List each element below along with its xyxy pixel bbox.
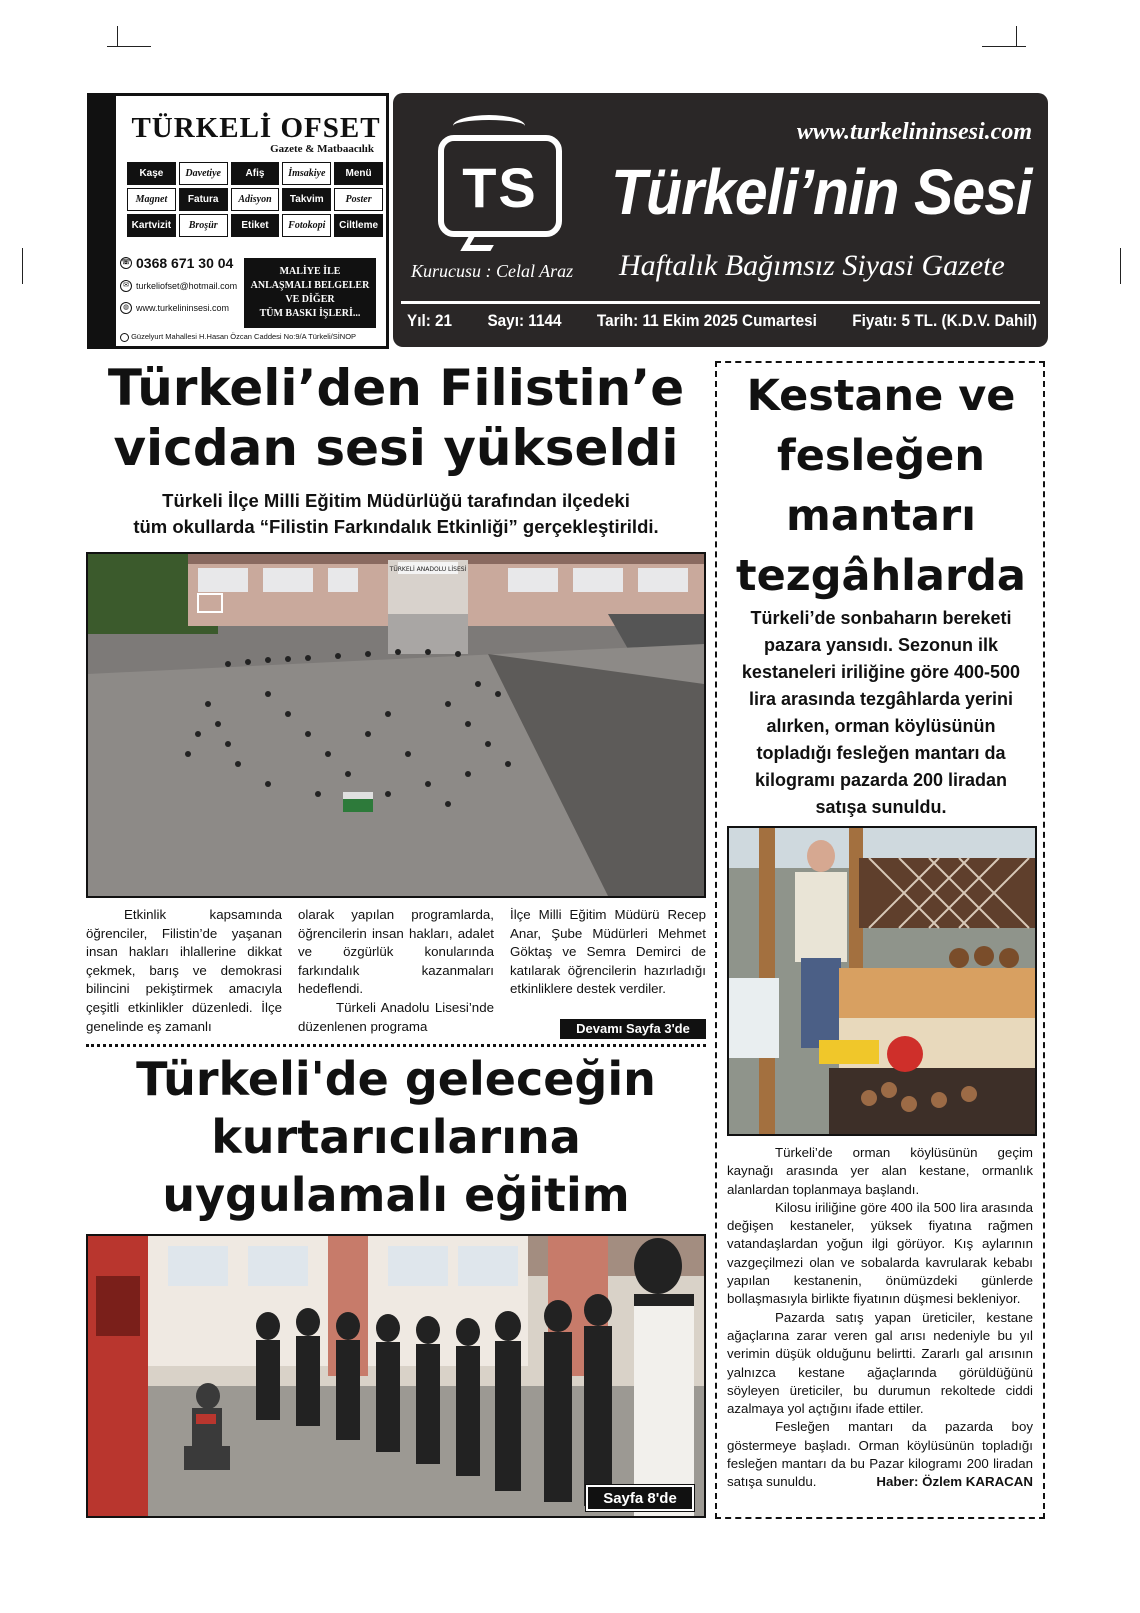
crop-mark bbox=[22, 248, 23, 284]
ad-service-item: Poster bbox=[334, 188, 383, 211]
ad-service-item: Kartvizit bbox=[127, 214, 176, 237]
article-paragraph: olarak yapılan programlarda, öğrencilerin insan hakları, adalet ve özgürlük konularında farkındalık kazanmaları hedeflendi. bbox=[298, 907, 494, 997]
market-stall-illustration bbox=[729, 828, 1035, 1134]
main-headline-line: vicdan sesi yükseldi bbox=[113, 419, 679, 477]
article-paragraph: İlçe Milli Eğitim Müdürü Recep Anar, Şube Müdürleri Mehmet Göktaş ve Semra Demirci de katılarak öğrencilerin hazırladığı etkinliklere destek verdiler. bbox=[510, 907, 706, 997]
market-stall-photo bbox=[727, 826, 1037, 1136]
issue-price: Fiyatı: 5 TL. (K.D.V. Dahil) bbox=[852, 311, 1037, 330]
masthead-info-bar bbox=[407, 311, 1037, 331]
crop-mark bbox=[982, 46, 1026, 47]
article-paragraph: Türkeli Anadolu Lisesi’nde düzenlenen programa bbox=[298, 999, 494, 1034]
ad-service-item: Adisyon bbox=[231, 188, 280, 211]
ad-address-text: Güzelyurt Mahallesi H.Hasan Özcan Caddesi No:9/A Türkeli/SİNOP bbox=[131, 332, 357, 342]
crop-mark bbox=[1016, 26, 1017, 46]
ad-title: TÜRKELİ OFSET bbox=[131, 112, 381, 144]
ad-service-item: Magnet bbox=[127, 188, 176, 211]
masthead bbox=[393, 93, 1048, 347]
ad-service-item: Davetiye bbox=[179, 162, 228, 185]
continue-page-8[interactable]: Sayfa 8'de bbox=[586, 1485, 694, 1511]
crop-mark bbox=[117, 26, 118, 46]
ad-side-bar bbox=[90, 96, 116, 346]
second-headline-line: kurtarıcılarına bbox=[211, 1110, 581, 1164]
school-yard-illustration bbox=[88, 554, 704, 896]
masthead-tagline: Haftalık Bağımsız Siyasi Gazete bbox=[619, 249, 1005, 282]
right-subheadline: Türkeli’de sonbaharın bereketi pazara yansıdı. Sezonun ilk kestaneleri iriliğine göre 400-500 lira arasında tezgâhlarda yerini alırken, orman köylüsünün topladığı fesleğen mantarı da kilogramı pazarda 200 liradan satışa sunuldu. bbox=[741, 608, 1021, 817]
globe-icon: ◍ bbox=[120, 302, 132, 314]
article-column-1 bbox=[86, 906, 282, 1036]
location-pin-icon bbox=[120, 333, 129, 342]
training-illustration bbox=[88, 1236, 704, 1516]
ad-service-item: Takvim bbox=[282, 188, 331, 211]
ad-web-row bbox=[120, 297, 240, 319]
second-headline-line: Türkeli'de geleceğin bbox=[136, 1052, 656, 1106]
school-yard-photo bbox=[86, 552, 706, 898]
masthead-founder: Kurucusu : Celal Araz bbox=[411, 261, 574, 281]
masthead-divider bbox=[401, 301, 1040, 304]
main-article-columns bbox=[86, 906, 706, 1036]
article-paragraph: Pazarda satış yapan üreticiler, kestane ağaçlarına zarar veren gal arısı nedeniyle bu yıl verimin düşük olduğunu belirtti. Zararlı gal arısının yalnızca kestane ağaçlarında görüldüğünü söyleyen üreticiler, bu durumun rekoltede ciddi azalmaya yol açtığını ifade ettiler. bbox=[727, 1309, 1033, 1417]
second-headline-line: uygulamalı eğitim bbox=[162, 1168, 630, 1222]
ad-promo-line: ANLAŞMALI BELGELER bbox=[250, 280, 370, 291]
training-photo bbox=[86, 1234, 706, 1518]
article-paragraph: Etkinlik kapsamında öğrenciler, Filistin’de yaşanan insan hakları ihlallerine dikkat çekmek, barış ve demokrasi bilincini pekiştirmek amacıyla çeşitli etkinlikler düzenledi. İlçe genelinde eş zamanlı bbox=[86, 907, 282, 1034]
crop-mark bbox=[1120, 248, 1121, 284]
ad-service-item: Fatura bbox=[179, 188, 228, 211]
ad-service-item: Etiket bbox=[231, 214, 280, 237]
ad-service-item: Kaşe bbox=[127, 162, 176, 185]
ad-promo-line: TÜM BASKI İŞLERİ... bbox=[259, 308, 361, 319]
ofset-advertisement bbox=[87, 93, 389, 349]
ad-phone: 0368 671 30 04 bbox=[136, 255, 234, 271]
right-headline bbox=[718, 366, 1044, 606]
article-paragraph: Türkeli’de orman köylüsünün geçim kaynağı arasında yer alan kestane, ormanlık alanlardan toplanmaya başlandı. bbox=[727, 1145, 1033, 1197]
ad-phone-row bbox=[120, 251, 240, 275]
ad-service-item: Menü bbox=[334, 162, 383, 185]
issue-number: Sayı: 1144 bbox=[487, 311, 562, 330]
article-paragraph bbox=[727, 1418, 1033, 1491]
right-headline-line: tezgâhlarda bbox=[736, 551, 1026, 601]
mail-icon: ✉ bbox=[120, 280, 132, 292]
ad-subtitle: Gazete & Matbaacılık bbox=[270, 143, 374, 155]
ad-email: turkeliofset@hotmail.com bbox=[136, 281, 238, 291]
logo-text: TS bbox=[462, 156, 538, 219]
main-subheadline bbox=[86, 488, 706, 540]
ad-service-item: Afiş bbox=[231, 162, 280, 185]
newspaper-name: Türkeli’nin Sesi bbox=[611, 156, 1032, 228]
right-headline-line: mantarı bbox=[786, 491, 976, 541]
second-headline bbox=[86, 1050, 706, 1224]
issue-date: Tarih: 11 Ekim 2025 Cumartesi bbox=[596, 311, 817, 330]
ad-address bbox=[120, 332, 356, 342]
ts-logo bbox=[438, 135, 562, 237]
ad-service-item: Fotokopi bbox=[282, 214, 331, 237]
right-headline-line: Kestane ve bbox=[746, 371, 1016, 421]
ad-email-row bbox=[120, 275, 240, 297]
article-column-3 bbox=[510, 906, 706, 1036]
phone-icon: ☏ bbox=[120, 257, 132, 269]
main-sub-line: Türkeli İlçe Milli Eğitim Müdürlüğü tarafından ilçedeki bbox=[162, 490, 630, 511]
ad-promo-line: VE DİĞER bbox=[285, 294, 335, 305]
ad-contacts bbox=[120, 251, 240, 319]
logo-speech-tail bbox=[460, 235, 499, 251]
continue-page-3[interactable]: Devamı Sayfa 3'de bbox=[560, 1019, 706, 1039]
ad-services-grid bbox=[127, 162, 383, 237]
main-headline-line: Türkeli’den Filistin’e bbox=[107, 359, 685, 417]
article-paragraph-text: Fesleğen mantarı da pazarda boy göstermeye başladı. Orman köylüsünün topladığı fesleğen mantarı da bu Pazar kilogramı 200 liradan satışa sunuldu. bbox=[727, 1419, 1033, 1490]
logo-arc bbox=[453, 115, 525, 137]
article-column-2 bbox=[298, 906, 494, 1036]
section-divider bbox=[86, 1044, 706, 1048]
issue-year: Yıl: 21 bbox=[407, 311, 453, 330]
school-sign: TÜRKELİ ANADOLU LİSESİ bbox=[389, 566, 467, 573]
main-headline bbox=[86, 358, 706, 478]
right-headline-line: fesleğen bbox=[777, 431, 985, 481]
ad-web: www.turkelininsesi.com bbox=[136, 303, 230, 313]
ad-promo-box bbox=[244, 258, 376, 328]
article-paragraph: Kilosu iriliğine göre 400 ila 500 lira arasında değişen kestaneler, yüksek fiyatına rağmen vatandaşlardan yoğun ilgi görüyor. Kış aylarının vazgeçilmezi olan ve sobalarda kavrularak kebabı yapılan kestanenin, önümüzdeki günlerde bollaşmasıyla birlikte fiyatının düşmesi bekleniyor. bbox=[727, 1199, 1033, 1307]
ad-service-item: Ciltleme bbox=[334, 214, 383, 237]
ad-service-item: İmsakiye bbox=[282, 162, 331, 185]
ad-service-item: Broşür bbox=[179, 214, 228, 237]
article-byline: Haber: Özlem KARACAN bbox=[876, 1474, 1033, 1490]
crop-mark bbox=[107, 46, 151, 47]
main-sub-line: tüm okullarda “Filistin Farkındalık Etkinliği” gerçekleştirildi. bbox=[133, 516, 659, 537]
masthead-website[interactable]: www.turkelininsesi.com bbox=[796, 119, 1032, 145]
ad-promo-line: MALİYE İLE bbox=[279, 266, 341, 277]
right-article-body bbox=[727, 1144, 1033, 1492]
